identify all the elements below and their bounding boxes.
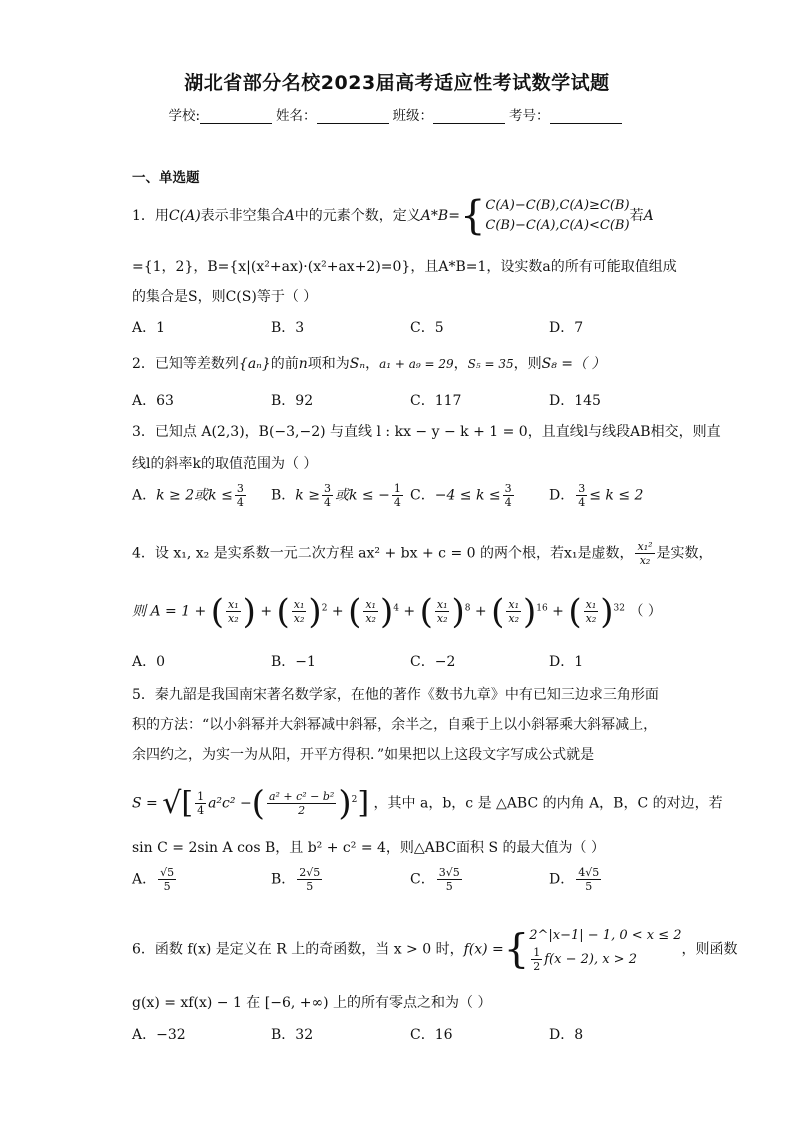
- left-brace: {: [459, 193, 486, 239]
- school-blank[interactable]: [200, 109, 272, 124]
- fraction: $\frac{3}{4}$: [323, 482, 331, 509]
- fraction: $\frac{3}{4}$: [578, 482, 586, 509]
- q3-option-c[interactable]: C．−4 ≤ k ≤ $\frac{3}{4}$: [410, 482, 512, 509]
- q1-piecewise: C(A)−C(B),C(A)≥C(B) C(B)−C(A),C(A)<C(B): [485, 198, 630, 233]
- q3-option-a[interactable]: A．k ≥ 2或k ≤ $\frac{3}{4}$: [132, 482, 244, 509]
- fraction: $\frac{3}{4}$: [236, 482, 244, 509]
- q5-line2: 积的方法：“以小斜幂并大斜幂减中斜幂，余半之，自乘于上以小斜幂乘大斜幂减上，: [132, 717, 658, 733]
- q3-option-d[interactable]: D． $\frac{3}{4}$ ≤ k ≤ 2: [549, 482, 644, 509]
- q2-line1: 2．已知等差数列{aₙ}的前n项和为Sₙ，a₁ + a₉ = 29，S₅ = 35，则S₈ =（ ）: [132, 356, 606, 372]
- q4-term-4: ( $\frac{\text{x₁}}{\text{x₂}}$ )$^8$: [419, 591, 471, 632]
- q4-term-2: ( $\frac{\text{x₁}}{\text{x₂}}$ )$^2$: [276, 591, 328, 632]
- q6-piecewise: 2^|x−1| − 1, 0 < x ≤ 2 $\frac{1}{2}$ f(x − 2), x > 2: [529, 928, 682, 973]
- q4-term-5: ( $\frac{\text{x₁}}{\text{x₂}}$ )$^{16}$: [491, 591, 548, 632]
- exam-number-label: 考号：: [509, 108, 550, 124]
- q5-line5: sin C = 2sin A cos B，且 b² + c² = 4，则△ABC面积 S 的最大值为（ ）: [132, 840, 605, 856]
- q4-option-b[interactable]: B．−1: [271, 654, 316, 670]
- q5-line3: 余四约之，为实一为从阳，开平方得积．”如果把以上这段文字写成公式就是: [132, 747, 595, 763]
- page-title: 湖北省部分名校2023届高考适应性考试数学试题: [184, 72, 610, 94]
- q1-option-c[interactable]: C．5: [410, 320, 444, 336]
- q4-term-6: ( $\frac{\text{x₁}}{\text{x₂}}$ )$^{32}$: [568, 591, 625, 632]
- q4-option-a[interactable]: A．0: [132, 654, 166, 670]
- sqrt-sign: √: [162, 786, 182, 821]
- q1-option-d[interactable]: D．7: [549, 320, 584, 336]
- q4-option-c[interactable]: C．−2: [410, 654, 456, 670]
- q4-term-1: ( $\frac{\text{x₁}}{\text{x₂}}$ ): [210, 591, 256, 632]
- q4-option-d[interactable]: D．1: [549, 654, 584, 670]
- q4-term-3: ( $\frac{\text{x₁}}{\text{x₂}}$ )$^4$: [348, 591, 399, 632]
- q3-line2: 线l的斜率k的取值范围为（ ）: [132, 456, 318, 472]
- q4-line1: 4．设 x₁, x₂ 是实系数一元二次方程 ax² + bx + c = 0 的两个根，若x₁是虚数， $\frac{\text{x₁²}}{\text{x₂}}$ 是实数，: [132, 540, 713, 567]
- section-heading: 一、单选题: [132, 170, 200, 186]
- q2-option-a[interactable]: A．63: [132, 393, 174, 409]
- school-label: 学校:: [168, 108, 201, 124]
- fraction: $\frac{1}{4}$: [393, 482, 401, 509]
- left-brace: {: [503, 926, 530, 973]
- q6-line1: 6．函数 f(x) 是定义在 R 上的奇函数，当 x > 0 时，f(x) ={ 2^|x−1| − 1, 0 < x ≤ 2 $\frac{1}{2}$ f(x − 2), x > 2 ，则函数: [132, 926, 738, 973]
- q6-option-c[interactable]: C．16: [410, 1027, 453, 1043]
- class-label: 班级：: [392, 108, 434, 124]
- fraction: $\frac{3}{4}$: [504, 482, 512, 509]
- q1-option-b[interactable]: B．3: [271, 320, 305, 336]
- q2-option-c[interactable]: C．117: [410, 393, 462, 409]
- q5-option-a[interactable]: A． $\frac{√5}{5}$: [132, 866, 175, 893]
- q5-option-c[interactable]: C． $\frac{3√5}{5}$: [410, 866, 460, 893]
- q1-line1: 1．用C(A)表示非空集合A中的元素个数，定义A*B={ C(A)−C(B),C(A)≥C(B) C(B)−C(A),C(A)<C(B) 若A: [132, 193, 654, 239]
- q5-option-b[interactable]: B． $\frac{2√5}{5}$: [271, 866, 321, 893]
- q5-option-d[interactable]: D． $\frac{4√5}{5}$: [549, 866, 600, 893]
- name-blank[interactable]: [317, 109, 389, 124]
- q5-line1: 5．秦九韶是我国南宋著名数学家，在他的著作《数书九章》中有已知三边求三角形面: [132, 687, 659, 703]
- student-info-row: [0, 104, 794, 124]
- q4-line2: 则 A = 1 + ( $\frac{\text{x₁}}{\text{x₂}}$ ) + ( $\frac{\text{x₁}}{\text{x₂}}$ )$^2$ + ( $\frac{\text{x₁}}{\text{x₂}}$ )$^4$ + ( $\frac{\text{x₁}}{\text{x₂}}$ )$^8$ + ( $\frac{\text{x₁}}{\text{x₂}}$ )$^{16}$ + ( $\frac{\text{x₁}}{\text{x₂}}$ )$^{32}$ （ ）: [132, 591, 662, 632]
- q1-line2: ={1，2}，B={x|(x²+ax)·(x²+ax+2)=0}，且A*B=1，设实数a的所有可能取值组成: [132, 259, 677, 275]
- name-label: 姓名：: [276, 108, 317, 124]
- q1-line3: 的集合是S，则C(S)等于（ ）: [132, 289, 318, 305]
- q6-option-a[interactable]: A．−32: [132, 1027, 186, 1043]
- exam-number-blank[interactable]: [550, 109, 622, 124]
- class-blank[interactable]: [433, 109, 505, 124]
- q6-line2: g(x) = xf(x) − 1 在 [−6, +∞) 上的所有零点之和为（ ）: [132, 995, 492, 1011]
- q3-line1: 3．已知点 A(2,3)，B(−3,−2) 与直线 l : kx − y − k + 1 = 0，且直线l与线段AB相交，则直: [132, 424, 721, 440]
- q5-formula-line: S = √[ $\frac{1}{4}$ a²c² −( $\frac{\text{a² + c² − b²}}{2}$ )$^2$] ，其中 a，b，c 是 △ABC 的内角 A，B，C 的对边，若: [132, 783, 723, 824]
- q1-option-a[interactable]: A．1: [132, 320, 166, 336]
- fraction: $\frac{\text{x₁²}}{\text{x₂}}$: [637, 540, 653, 567]
- q2-option-d[interactable]: D．145: [549, 393, 601, 409]
- q3-option-b[interactable]: B．k ≥ $\frac{3}{4}$ 或k ≤ − $\frac{1}{4}$: [271, 482, 401, 509]
- q2-option-b[interactable]: B．92: [271, 393, 314, 409]
- q6-option-d[interactable]: D．8: [549, 1027, 584, 1043]
- q6-option-b[interactable]: B．32: [271, 1027, 314, 1043]
